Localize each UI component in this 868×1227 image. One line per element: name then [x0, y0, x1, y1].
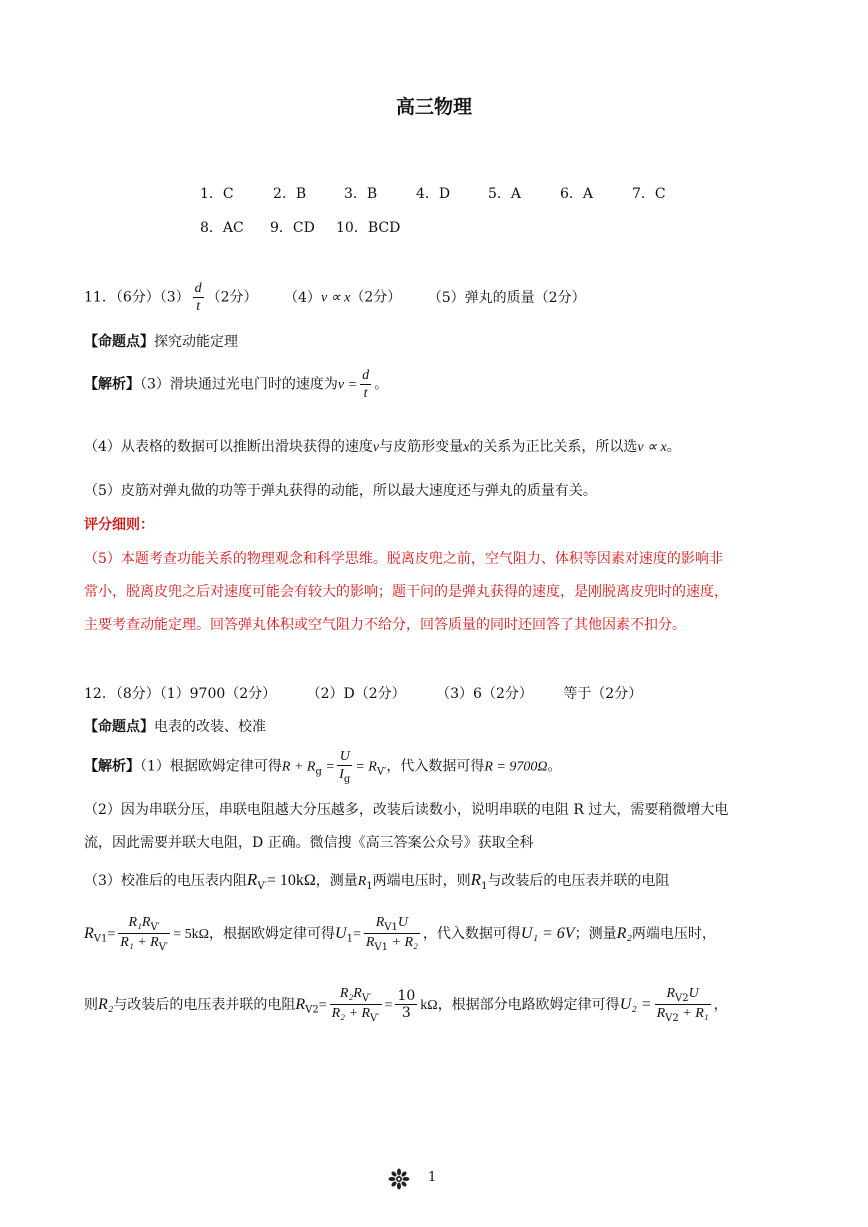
rubric-line-3: 主要考查动能定理。回答弹丸体积或空气阻力不给分，回答质量的同时还回答了其他因素不扣分。: [84, 617, 686, 633]
analysis-lhs: v =: [337, 377, 358, 393]
q12-analysis-3-line-1: （3）校准后的电压表内阻$R_{V'}= 10k\Omega$，测量$R_1$两端电压时，则$R_1$与改装后的电压表并联的电阻: [84, 870, 670, 892]
q11-header: [84, 280, 586, 315]
q11-p5: （5）弹丸的质量（2分）: [427, 289, 586, 306]
q12-analysis-3-line-2: $R_{V1}=$ $\frac{R_1R_{V'}}{R_1 + R_{V'}}$ = 5kΩ，根据欧姆定律可得$U_1=$ $\frac{R_{V1}U}{R_{V1} + R_2}$ ，代入数据可得U₁ = 6V；测量R₂两端电压时，: [84, 915, 716, 954]
q12-analysis-2-line-1: （2）因为串联分压，串联电阻越大分压越多，改装后读数小，说明串联的电阻 R 过大，需要稍微增大电: [84, 802, 729, 818]
answer-1: 1．C: [200, 186, 234, 202]
answer-9: 9．CD: [270, 220, 315, 236]
q11-p4-expr: v ∝ x: [320, 290, 351, 306]
page-title: 高三物理: [395, 96, 472, 118]
q11-point: [84, 331, 238, 351]
answer-6: 6．A: [560, 186, 594, 202]
rubric-line-2: 常小，脱离皮兜之后对速度可能会有较大的影响；题干问的是弹丸获得的速度，是刚脱离皮兜时的速度，: [84, 584, 728, 600]
q11-analysis: [84, 367, 388, 402]
answer-4: 4．D: [416, 186, 451, 202]
q12-analysis-1: 【解析】（1）根据欧姆定律可得$R + R_g$ = $\frac{U}{I_g}$ = $R_{V'}$，代入数据可得R = 9700Ω。: [84, 749, 562, 785]
answer-3: 3．B: [344, 186, 378, 202]
analysis-text: （3）滑块通过光电门时的速度为: [140, 376, 338, 393]
fraction-d-over-t: [193, 280, 204, 315]
fraction-u-over-ig: $\frac{U}{I_g}$: [339, 749, 351, 785]
q12-point: 【命题点】电表的改装、校准: [84, 719, 266, 735]
point-label: 【命题点】: [84, 334, 154, 350]
fraction-d-over-t-2: $\frac{d}{t}$: [362, 368, 370, 402]
q11-head-prefix: 11．（6分）（3）: [84, 289, 190, 306]
q11-p3-points: （2分）: [206, 289, 258, 306]
answer-10: 10．BCD: [336, 220, 401, 236]
fraction-rv2: $\frac{R_2R_{V'}}{R_2 + R_{V'}}$: [331, 986, 380, 1025]
rubric-title: 评分细则：: [84, 517, 154, 533]
q11-p4: （4）: [284, 289, 321, 306]
q12-analysis-2-line-2: 流，因此需要并联大电阻，D 正确。微信搜《高三答案公众号》获取全科: [84, 835, 534, 851]
fraction-u2: $\frac{R_{V2}U}{R_{V2} + R_1}$: [656, 986, 709, 1025]
analysis-label: 【解析】: [84, 376, 140, 393]
fraction-u1: $\frac{R_{V1}U}{R_{V1} + R_2}$: [365, 915, 418, 954]
rubric-line-1: （5）本题考查功能关系的物理观念和科学思维。脱离皮兜之前，空气阻力、体积等因素对速度的影响非: [84, 551, 723, 567]
q11-line4: （4）从表格的数据可以推断出滑块获得的速度v与皮筋形变量x的关系为正比关系，所以选v ∝ x。: [84, 439, 681, 455]
frac-num: d: [194, 281, 202, 296]
answer-7: 7．C: [632, 186, 666, 202]
q12-header: 12．（8分）（1）9700（2分） （2）D（2分） （3）6（2分） 等于（2分）: [84, 686, 643, 702]
fraction-rv1: $\frac{R_1R_{V'}}{R_1 + R_{V'}}$: [120, 915, 169, 954]
answer-8: 8．AC: [200, 220, 244, 236]
answer-2: 2．B: [273, 186, 307, 202]
q12-analysis-3-line-3: 则R₂与改装后的电压表并联的电阻$R_{V2}=$ $\frac{R_2R_{V'}}{R_2 + R_{V'}}$ = $\frac{10}{3}$ kΩ，根据部分电路欧姆定律可得U₂ = $\frac{R_{V2}U}{R_{V2} + R_1}$ ，: [84, 986, 728, 1025]
flower-logo-icon: [388, 1168, 410, 1190]
fraction-10-over-3: $\frac{10}{3}$: [397, 988, 416, 1022]
page-number: 1: [428, 1170, 437, 1185]
frac-den: t: [196, 299, 201, 315]
point-text: 探究动能定理: [154, 334, 238, 350]
q11-line5: （5）皮筋对弹丸做的功等于弹丸获得的动能，所以最大速度还与弹丸的质量有关。: [84, 483, 597, 499]
analysis-end: 。: [374, 376, 389, 393]
q11-p4-points: （2分）: [350, 289, 402, 306]
answer-5: 5．A: [488, 186, 522, 202]
